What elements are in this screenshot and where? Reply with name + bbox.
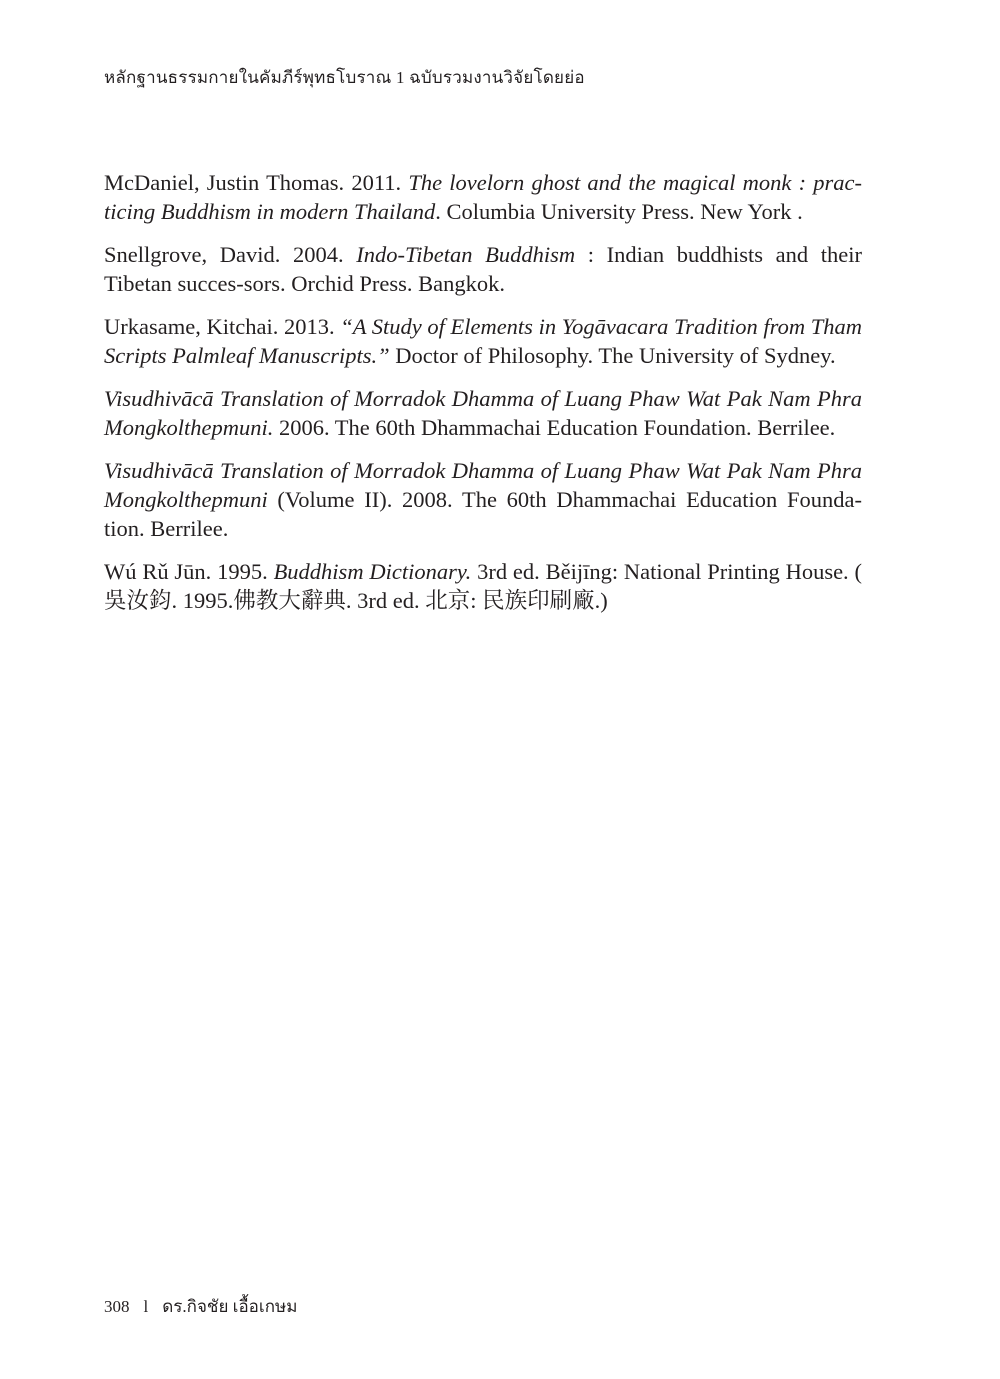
entry-title: The lovelorn ghost and the magical monk : prac-ticing Buddhism in modern Thailand <box>104 170 862 224</box>
entry-publication: : Indian buddhists and their Tibetan succes-sors. Orchid Press. Bangkok. <box>104 242 863 296</box>
page-number: 308 <box>104 1297 130 1316</box>
bibliography-entry <box>104 557 862 615</box>
footer-separator: l <box>143 1297 149 1316</box>
bibliography-entry <box>104 240 862 298</box>
bibliography-entry <box>104 384 862 442</box>
footer-author: ดร.กิจชัย เอื้อเกษม <box>162 1297 298 1316</box>
bibliography-list <box>104 168 862 629</box>
entry-author-year: Snellgrove, David. 2004. <box>104 242 357 267</box>
bibliography-entry <box>104 168 862 226</box>
running-header: หลักฐานธรรมกายในคัมภีร์พุทธโบราณ 1 ฉบับรวมงานวิจัยโดยย่อ <box>104 68 585 87</box>
entry-publication: Doctor of Philosophy. The University of Sydney. <box>389 343 836 368</box>
entry-publication: 2006. The 60th Dhammachai Education Foundation. Berrilee. <box>273 415 836 440</box>
entry-title: Indo-Tibetan Buddhism <box>356 242 576 267</box>
entry-title: Visudhivācā Translation of Morradok Dhamma of Luang Phaw Wat Pak Nam Phra Mongkolthepmuni. <box>104 386 862 440</box>
entry-author-year: McDaniel, Justin Thomas. 2011. <box>104 170 409 195</box>
entry-title: Buddhism Dictionary. <box>273 559 472 584</box>
bibliography-entry <box>104 312 862 370</box>
page-footer <box>104 1293 297 1320</box>
bibliography-entry <box>104 456 862 543</box>
entry-title: Visudhivācā Translation of Morradok Dhamma of Luang Phaw Wat Pak Nam Phra Mongkolthepmuni <box>104 458 862 512</box>
entry-author-year: Wú Rǔ Jūn. 1995. <box>104 559 274 584</box>
entry-publication: (Volume II). 2008. The 60th Dhammachai Education Founda-tion. Berrilee. <box>104 487 862 541</box>
entry-title: “A Study of Elements in Yogāvacara Tradition from Tham Scripts Palmleaf Manuscripts.” <box>104 314 862 368</box>
entry-author-year: Urkasame, Kitchai. 2013. <box>104 314 341 339</box>
entry-publication: . Columbia University Press. New York . <box>435 199 803 224</box>
entry-publication: 3rd ed. Běijīng: National Printing House. ( 吳汝鈞. 1995.佛教大辭典. 3rd ed. 北京: 民族印刷廠.) <box>104 559 863 613</box>
